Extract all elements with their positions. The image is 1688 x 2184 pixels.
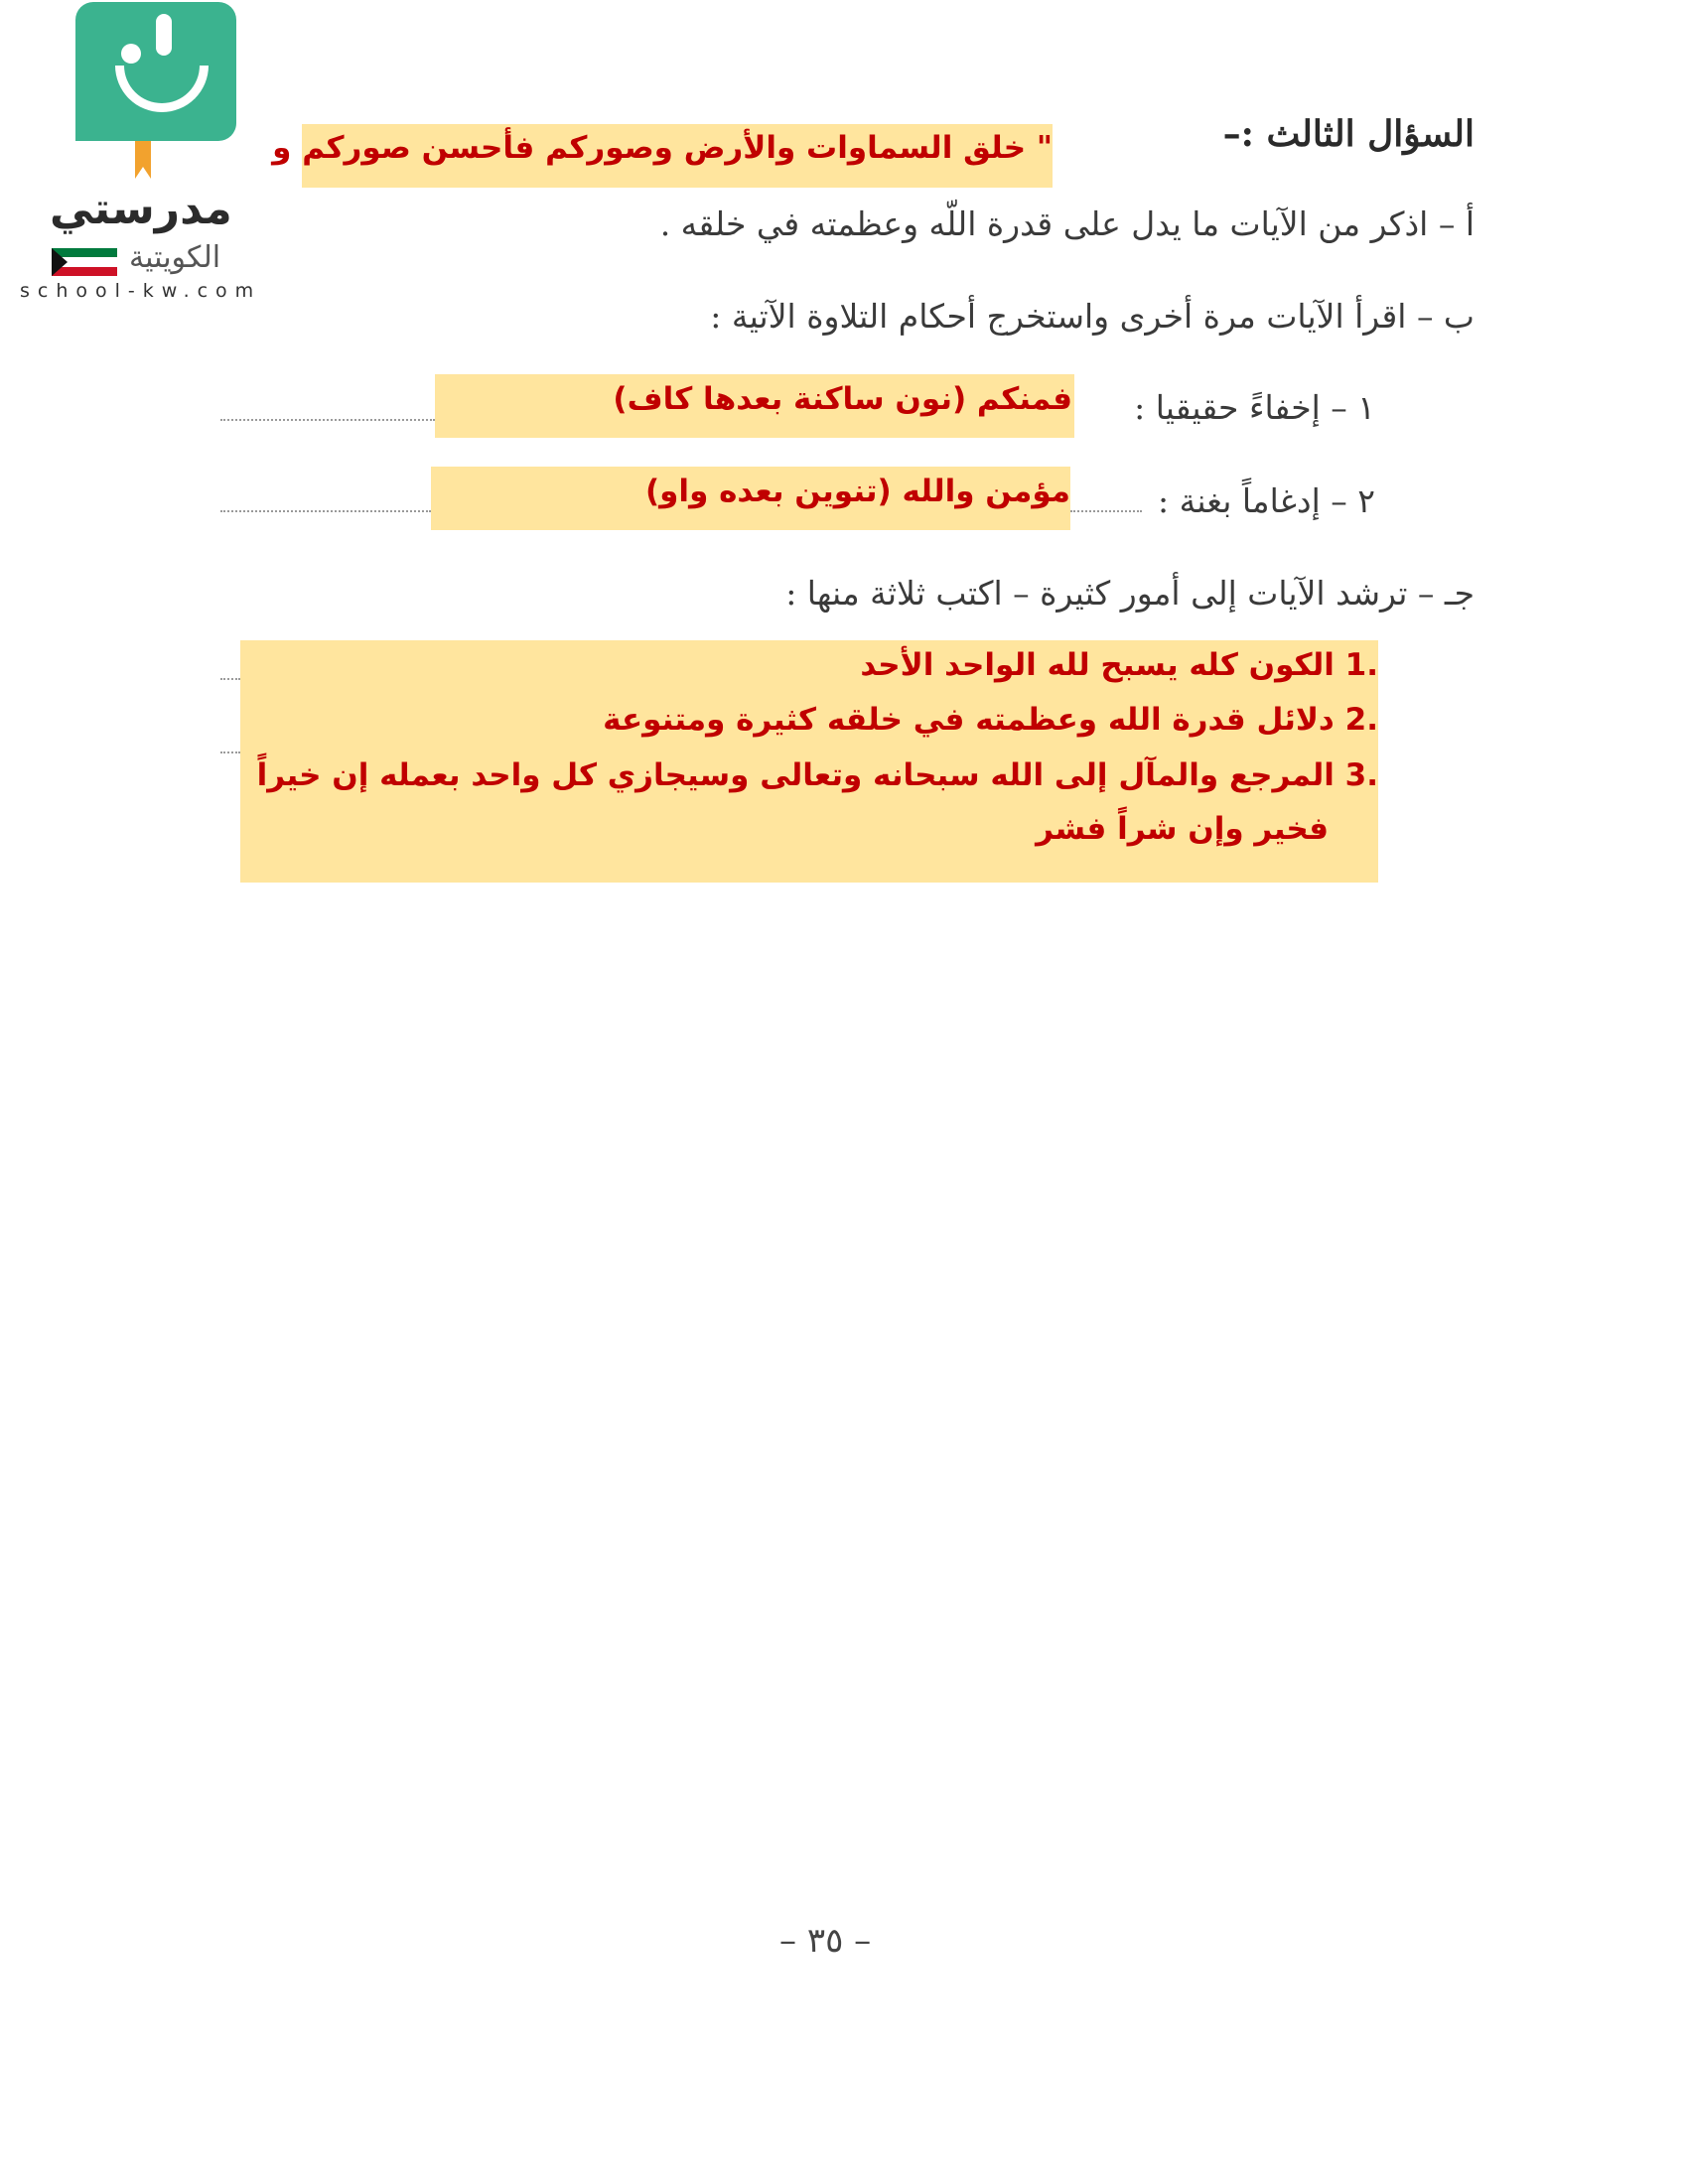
logo-name: مدرستي xyxy=(50,184,232,234)
c-answer-num: .1 xyxy=(1344,647,1378,683)
c-answer-1 xyxy=(860,647,1378,683)
logo-eye xyxy=(156,14,172,56)
answer-line xyxy=(220,510,431,512)
c-answer-2 xyxy=(603,702,1378,738)
part-a-prompt: أ – اذكر من الآيات ما يدل على قدرة اللّه وعظمته في خلقه . xyxy=(659,205,1475,243)
part-c-prompt: جـ – ترشد الآيات إلى أمور كثيرة – اكتب ثلاثة منها : xyxy=(785,574,1475,613)
kuwait-flag-icon xyxy=(52,248,117,276)
part-b-prompt: ب – اقرأ الآيات مرة أخرى واستخرج أحكام التلاوة الآتية : xyxy=(710,297,1475,336)
logo-url: school-kw.com xyxy=(20,280,262,302)
logo-eye xyxy=(121,44,141,64)
answer-line xyxy=(220,678,240,680)
c-answer-3-continued: فخير وإن شراً فشر xyxy=(1036,811,1329,847)
b1-label: ١ – إخفاءً حقيقيا : xyxy=(1134,388,1375,427)
question-title: السؤال الثالث :– xyxy=(1222,113,1475,155)
title-answer: " خلق السماوات والأرض وصوركم فأحسن صوركم و xyxy=(272,130,1053,166)
c-answer-text: الكون كله يسبح لله الواحد الأحد xyxy=(860,647,1335,683)
c-answer-text: المرجع والمآل إلى الله سبحانه وتعالى وسيجازي كل واحد بعمله إن خيراً xyxy=(256,757,1335,793)
b1-answer: فمنكم (نون ساكنة بعدها كاف) xyxy=(613,381,1072,417)
b2-label: ٢ – إدغاماً بغنة : xyxy=(1158,481,1375,520)
b2-answer: مؤمن والله (تنوين بعده واو) xyxy=(645,474,1070,509)
c-answer-num: .2 xyxy=(1344,702,1378,738)
answer-line xyxy=(220,419,435,421)
page-number: – ٣٥ – xyxy=(779,1921,872,1961)
answer-line xyxy=(220,751,240,753)
logo-subtitle: الكويتية xyxy=(129,240,221,275)
c-answer-text: دلائل قدرة الله وعظمته في خلقه كثيرة ومتنوعة xyxy=(603,702,1335,738)
c-answer-num: .3 xyxy=(1344,757,1378,793)
answer-line xyxy=(1070,510,1142,512)
c-answer-3 xyxy=(257,757,1378,793)
